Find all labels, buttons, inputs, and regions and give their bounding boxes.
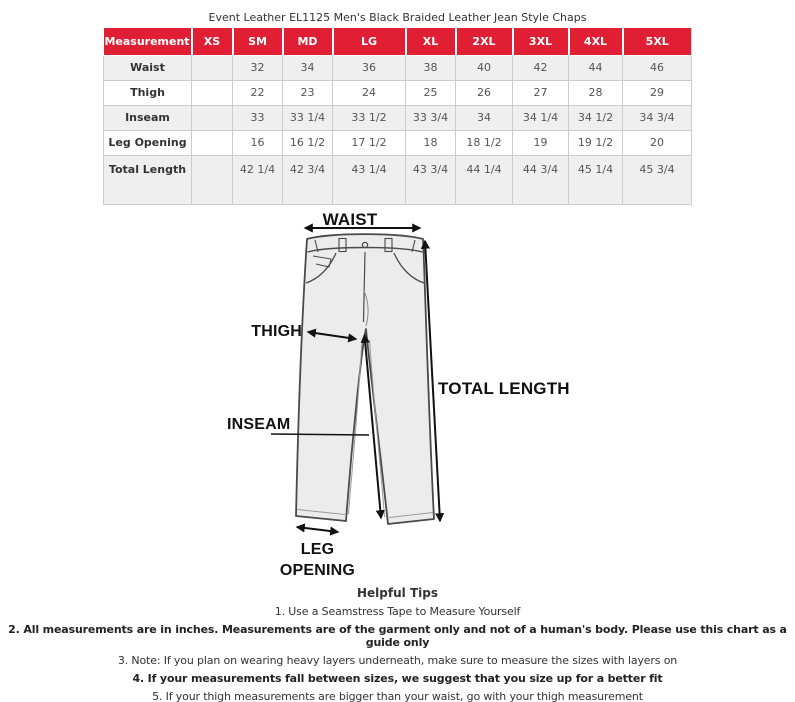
col-header-sm: SM	[233, 28, 283, 55]
cell: 36	[333, 55, 406, 80]
leg-opening-line1: LEG	[300, 541, 335, 558]
cell: 26	[456, 80, 513, 105]
tip-item: 1. Use a Seamstress Tape to Measure Yourself	[274, 605, 521, 618]
cell: 42	[513, 55, 569, 80]
header-row	[104, 28, 692, 55]
row-label: Total Length	[104, 155, 192, 204]
table-row-total-length	[104, 155, 692, 204]
tips-heading: Helpful Tips	[357, 586, 438, 600]
col-header-md: MD	[283, 28, 333, 55]
cell: 34 1/4	[513, 105, 569, 130]
cell: 38	[406, 55, 456, 80]
cell: 45 1/4	[569, 155, 623, 204]
cell: 19 1/2	[569, 130, 623, 155]
page-title: Event Leather EL1125 Men's Black Braided Leather Jean Style Chaps	[208, 11, 587, 24]
inseam-diagram-label: INSEAM	[227, 416, 291, 433]
col-header-measurement: Measurement	[104, 28, 192, 55]
cell: 29	[623, 80, 692, 105]
leg-opening-line2: OPENING	[279, 562, 356, 579]
col-header-4xl: 4XL	[569, 28, 623, 55]
tip-item: 5. If your thigh measurements are bigger than your waist, go with your thigh measurement	[152, 690, 643, 702]
tip-item: 4. If your measurements fall between sizes, we suggest that you size up for a better fit	[132, 672, 663, 685]
col-header-3xl: 3XL	[513, 28, 569, 55]
cell: 43 3/4	[406, 155, 456, 204]
size-chart-table	[103, 28, 692, 205]
cell: 22	[233, 80, 283, 105]
table-row-waist	[104, 55, 692, 80]
waist-diagram-label: WAIST	[322, 210, 378, 229]
cell: 42 3/4	[283, 155, 333, 204]
cell: 40	[456, 55, 513, 80]
row-label: Leg Opening	[104, 130, 192, 155]
helpful-tips-section	[0, 586, 795, 702]
cell: 25	[406, 80, 456, 105]
col-header-xs: XS	[192, 28, 233, 55]
inseam-pointer-line	[271, 434, 369, 435]
leg-opening-diagram-label	[255, 539, 380, 581]
cell: 33 3/4	[406, 105, 456, 130]
thigh-diagram-label: THIGH	[251, 323, 302, 340]
cell: 44 1/4	[456, 155, 513, 204]
cell: 33	[233, 105, 283, 130]
cell: 34 3/4	[623, 105, 692, 130]
col-header-2xl: 2XL	[456, 28, 513, 55]
row-label: Inseam	[104, 105, 192, 130]
col-header-5xl: 5XL	[623, 28, 692, 55]
cell: 34 1/2	[569, 105, 623, 130]
cell: 24	[333, 80, 406, 105]
tip-item: 3. Note: If you plan on wearing heavy layers underneath, make sure to measure the sizes with layers on	[117, 654, 678, 667]
cell: 16	[233, 130, 283, 155]
leg-opening-arrow	[297, 527, 338, 532]
cell: 44 3/4	[513, 155, 569, 204]
cell: 16 1/2	[283, 130, 333, 155]
row-label: Thigh	[104, 80, 192, 105]
table-row-leg-opening	[104, 130, 692, 155]
cell: 33 1/4	[283, 105, 333, 130]
cell: 43 1/4	[333, 155, 406, 204]
pants-illustration	[296, 234, 434, 524]
col-header-lg: LG	[333, 28, 406, 55]
cell: 33 1/2	[333, 105, 406, 130]
table-row-thigh	[104, 80, 692, 105]
col-header-xl: XL	[406, 28, 456, 55]
cell: 32	[233, 55, 283, 80]
cell: 17 1/2	[333, 130, 406, 155]
cell: 28	[569, 80, 623, 105]
cell	[192, 130, 233, 155]
cell: 46	[623, 55, 692, 80]
cell: 45 3/4	[623, 155, 692, 204]
cell: 34	[283, 55, 333, 80]
cell: 23	[283, 80, 333, 105]
cell: 27	[513, 80, 569, 105]
cell: 18	[406, 130, 456, 155]
cell: 19	[513, 130, 569, 155]
cell	[192, 55, 233, 80]
cell: 18 1/2	[456, 130, 513, 155]
cell	[192, 105, 233, 130]
table-row-inseam	[104, 105, 692, 130]
tip-item: 2. All measurements are in inches. Measurements are of the garment only and not of a human's body. Please use this chart as a guide only	[8, 623, 787, 649]
cell	[192, 155, 233, 204]
cell: 42 1/4	[233, 155, 283, 204]
total-length-diagram-label: TOTAL LENGTH	[438, 379, 570, 398]
row-label: Waist	[104, 55, 192, 80]
cell: 20	[623, 130, 692, 155]
cell	[192, 80, 233, 105]
cell: 44	[569, 55, 623, 80]
cell: 34	[456, 105, 513, 130]
